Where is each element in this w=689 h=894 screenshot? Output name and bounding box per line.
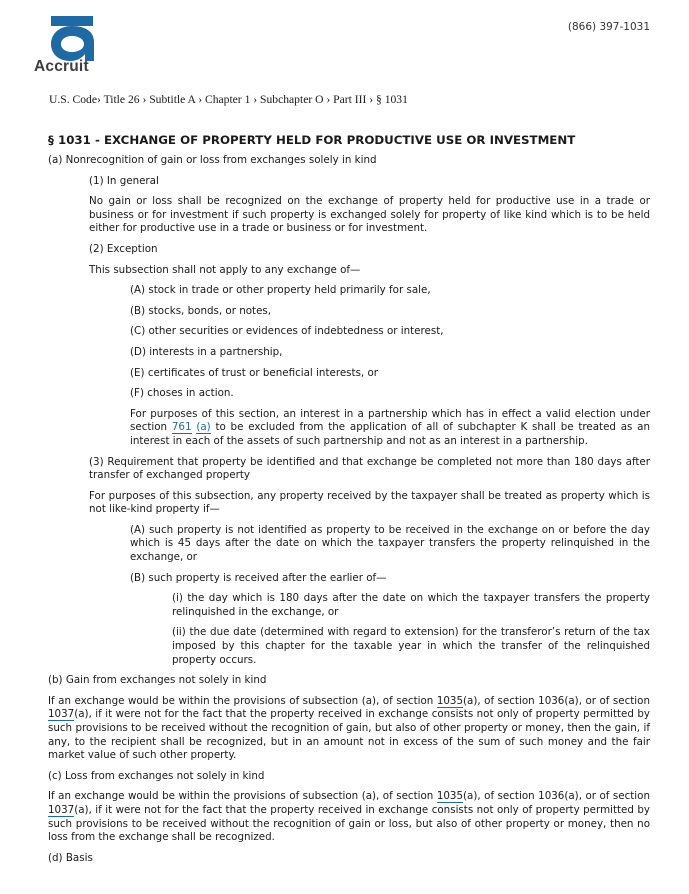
breadcrumb-item[interactable]: Chapter 1 <box>204 93 251 106</box>
breadcrumb-item[interactable]: Title 26 <box>103 93 140 106</box>
exception-item: (B) stocks, bonds, or notes, <box>130 304 272 317</box>
para-1-heading: (1) In general <box>89 174 159 187</box>
para-3-item-a: (A) such property is not identified as property to be received in the exchange on or before the day which is 45 days after the date on which the taxpayer transfers the property relinquished in the exchange, or <box>130 523 650 564</box>
breadcrumb-item[interactable]: U.S. Code <box>49 93 97 106</box>
note-text: For purposes of this section, an interest in a partnership which has in effect a valid election under section <box>130 407 650 434</box>
subsection-a-link[interactable]: (a) <box>196 421 211 434</box>
breadcrumb-item[interactable]: Subchapter O <box>260 93 324 106</box>
partnership-note <box>130 408 650 449</box>
para-3-item-b: (B) such property is received after the earlier of— <box>130 571 387 584</box>
para-3-heading: (3) Requirement that property be identified and that exchange be completed not more than 180 days after transfer of exchanged property <box>89 455 650 482</box>
page-title: § 1031 - EXCHANGE OF PROPERTY HELD FOR PRODUCTIVE USE OR INVESTMENT <box>48 133 576 147</box>
breadcrumb-item-current: § 1031 <box>376 93 408 106</box>
section-c-text-part: (a), if it were not for the fact that the property received in exchange consists not only of property permitted by such provisions to be received without the recognition of gain or loss, but also of other property or money, then no loss from the exchange shall be recognized. <box>48 803 650 844</box>
note-text: to be excluded from the application of all of subchapter K shall be treated as an interest in each of the assets of such partnership and not as an interest in a partnership. <box>130 421 651 447</box>
para-3-intro: For purposes of this subsection, any property received by the taxpayer shall be treated as property which is not like-kind property if— <box>89 489 650 516</box>
section-761-link[interactable]: 761 <box>171 421 192 434</box>
para-2-heading: (2) Exception <box>89 242 158 255</box>
accruit-logo-mark-icon <box>47 14 97 62</box>
para-3-item-b-i: (i) the day which is 180 days after the date on which the taxpayer transfers the property relinquished in the exchange, or <box>172 592 650 618</box>
section-d-heading: (d) Basis <box>48 851 93 864</box>
section-b-text <box>48 695 650 763</box>
para-2-intro: This subsection shall not apply to any exchange of— <box>89 263 361 276</box>
phone-number[interactable]: (866) 397-1031 <box>567 21 650 33</box>
para-3-item-b-ii: (ii) the due date (determined with regard to extension) for the transferor’s return of the tax imposed by this chapter for the taxable year in which the transfer of the relinquished property occurs. <box>172 626 650 666</box>
breadcrumb: U.S. Code› Title 26 › Subtitle A › Chapter 1 › Subchapter O › Part III › § 1031 <box>49 93 408 106</box>
accruit-logo-text: Accruit <box>34 58 89 75</box>
exception-item: (A) stock in trade or other property held primarily for sale, <box>130 284 431 297</box>
para-1-text: No gain or loss shall be recognized on the exchange of property held for productive use in a trade or business or for investment if such property is exchanged solely for property of like kind which is to be held either for productive use in a trade or business or for investment. <box>89 195 650 235</box>
section-1037-link[interactable]: 1037 <box>48 803 75 816</box>
section-b-text-part: If an exchange would be within the provisions of subsection (a), of section <box>48 694 434 707</box>
section-b-heading: (b) Gain from exchanges not solely in kind <box>48 674 267 687</box>
section-c-heading: (c) Loss from exchanges not solely in kind <box>48 769 265 782</box>
breadcrumb-item[interactable]: Subtitle A <box>149 93 196 106</box>
exception-item: (E) certificates of trust or beneficial interests, or <box>130 366 379 379</box>
section-c-text-part: (a), of section 1036(a), or of section <box>463 790 650 803</box>
breadcrumb-item[interactable]: Part III <box>333 93 367 106</box>
section-1035-link[interactable]: 1035 <box>436 790 464 803</box>
section-1037-link[interactable]: 1037 <box>48 708 75 721</box>
statute-document <box>48 132 650 865</box>
section-b-text-part: (a), of section 1036(a), or of section <box>463 694 650 707</box>
section-1035-link[interactable]: 1035 <box>436 694 464 707</box>
exception-item: (D) interests in a partnership, <box>130 345 283 358</box>
section-a-heading: (a) Nonrecognition of gain or loss from exchanges solely in kind <box>48 154 377 166</box>
section-b-text-part: (a), if it were not for the fact that the property received in exchange consists not only of property permitted by such provisions to be received without the recognition of gain, but also of other property or money, then the gain, if any, to the recipient shall be recognized, but in an amount not in excess of the sum of such money and the fair market value of such other property. <box>48 708 650 762</box>
section-c-text <box>48 790 650 844</box>
accruit-logo[interactable] <box>34 14 114 76</box>
exception-item: (F) choses in action. <box>130 387 234 400</box>
exception-item: (C) other securities or evidences of indebtedness or interest, <box>130 325 444 338</box>
section-c-text-part: If an exchange would be within the provisions of subsection (a), of section <box>48 790 434 803</box>
